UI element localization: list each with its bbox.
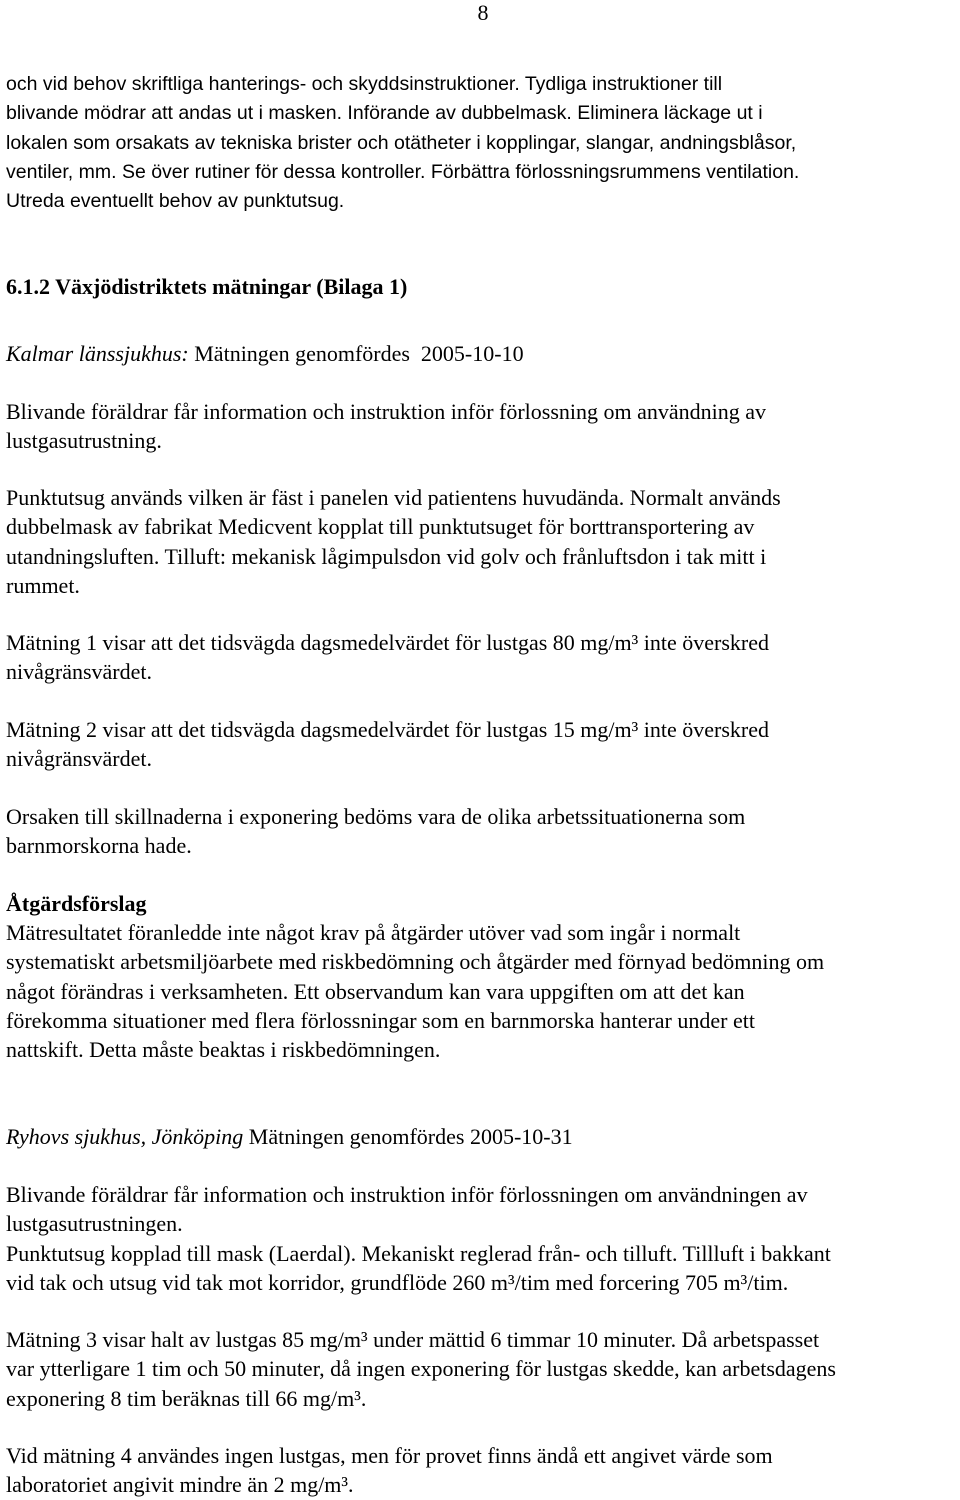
intro-paragraph [6, 70, 936, 216]
actions-paragraph [6, 918, 956, 1064]
actions-heading: Åtgärdsförslag [6, 891, 147, 916]
text-line: ventiler, mm. Se över rutiner för dessa kontroller. Förbättra förlossningsrummens ventilation. [6, 160, 800, 183]
text-line: Orsaken till skillnaderna i exponering bedöms vara de olika arbetssituationerna som [6, 804, 746, 829]
page-number: 8 [477, 0, 489, 25]
kalmar-paragraph-4 [6, 715, 956, 774]
text-line: och vid behov skriftliga hanterings- och skyddsinstruktioner. Tydliga instruktioner till [6, 73, 723, 95]
text-line: lustgasutrustningen. [6, 1211, 183, 1237]
text-line: Vid mätning 4 användes ingen lustgas, men för provet finns ändå ett angivet värde som [6, 1443, 773, 1468]
text-line: laboratoriet angivit mindre än 2 mg/m³. [6, 1472, 354, 1498]
ryhov-paragraph-2 [6, 1325, 956, 1413]
text-line: nivågränsvärdet. [6, 659, 152, 685]
text-line: Mätning 2 visar att det tidsvägda dagsmedelvärdet för lustgas 15 mg/m³ inte överskred [6, 717, 769, 742]
text-line: Blivande föräldrar får information och instruktion inför förlossningen om användningen av [6, 1182, 808, 1207]
text-line: dubbelmask av fabrikat Medicvent kopplat till punktutsuget för borttransportering av [6, 514, 755, 540]
text-line: var ytterligare 1 tim och 50 minuter, då ingen exponering för lustgas skedde, kan arbetsdagens [6, 1356, 836, 1382]
kalmar-date-line [6, 339, 956, 368]
text-line: Blivande föräldrar får information och instruktion inför förlossning om användning av [6, 399, 767, 424]
text-line: nattskift. Detta måste beaktas i riskbedömningen. [6, 1037, 441, 1063]
ryhov-date-line [6, 1122, 956, 1151]
text-line: exponering 8 tim beräknas till 66 mg/m³. [6, 1385, 367, 1411]
ryhov-paragraph-1 [6, 1180, 956, 1297]
hospital-name: Ryhovs sjukhus, Jönköping [6, 1124, 244, 1149]
text-line: Mätning 1 visar att det tidsvägda dagsmedelvärdet för lustgas 80 mg/m³ inte överskred [6, 630, 769, 655]
text-line: Mätning 3 visar halt av lustgas 85 mg/m³ under mättid 6 timmar 10 minuter. Då arbetspasset [6, 1327, 820, 1352]
text-line: lokalen som orsakats av tekniska brister och otätheter i kopplingar, slangar, andningsblåsor, [6, 131, 797, 154]
text-line: något förändras i verksamheten. Ett observandum kan vara uppgiften om att det kan [6, 978, 745, 1004]
ryhov-paragraph-3 [6, 1441, 956, 1500]
kalmar-paragraph-1 [6, 397, 956, 456]
text-line: blivande mödrar att andas ut i masken. Införande av dubbelmask. Eliminera läckage ut i [6, 102, 763, 125]
text-line: Mätresultatet föranledde inte något krav på åtgärder utöver vad som ingår i normalt [6, 920, 741, 945]
text-line: vid tak och utsug vid tak mot korridor, grundflöde 260 m³/tim med forcering 705 m³/tim. [6, 1269, 789, 1295]
kalmar-paragraph-3 [6, 628, 956, 687]
measurement-date: Mätningen genomfördes 2005-10-31 [243, 1124, 573, 1149]
text-line: utandningsluften. Tilluft: mekanisk lågimpulsdon vid golv och frånluftsdon i tak mitt i [6, 543, 767, 569]
hospital-name: Kalmar länssjukhus: [6, 341, 189, 366]
measurement-date: Mätningen genomfördes 2005-10-10 [188, 341, 524, 366]
text-line: barnmorskorna hade. [6, 833, 192, 859]
text-line: Punktutsug används vilken är fäst i panelen vid patientens huvudända. Normalt används [6, 485, 781, 510]
kalmar-paragraph-5 [6, 802, 956, 861]
text-line: Utreda eventuellt behov av punktutsug. [6, 190, 345, 213]
text-line: Punktutsug kopplad till mask (Laerdal). Mekaniskt reglerad från- och tilluft. Tillluft i bakkant [6, 1240, 831, 1266]
section-heading: 6.1.2 Växjödistriktets mätningar (Bilaga 1) [6, 274, 408, 299]
text-line: lustgasutrustning. [6, 428, 162, 454]
text-line: rummet. [6, 572, 80, 598]
text-line: nivågränsvärdet. [6, 746, 152, 772]
kalmar-paragraph-2 [6, 483, 956, 600]
text-line: systematiskt arbetsmiljöarbete med riskbedömning och åtgärder med förnyad bedömning om [6, 949, 825, 975]
text-line: förekomma situationer med flera förlossningar som en barnmorska hanterar under ett [6, 1007, 755, 1033]
